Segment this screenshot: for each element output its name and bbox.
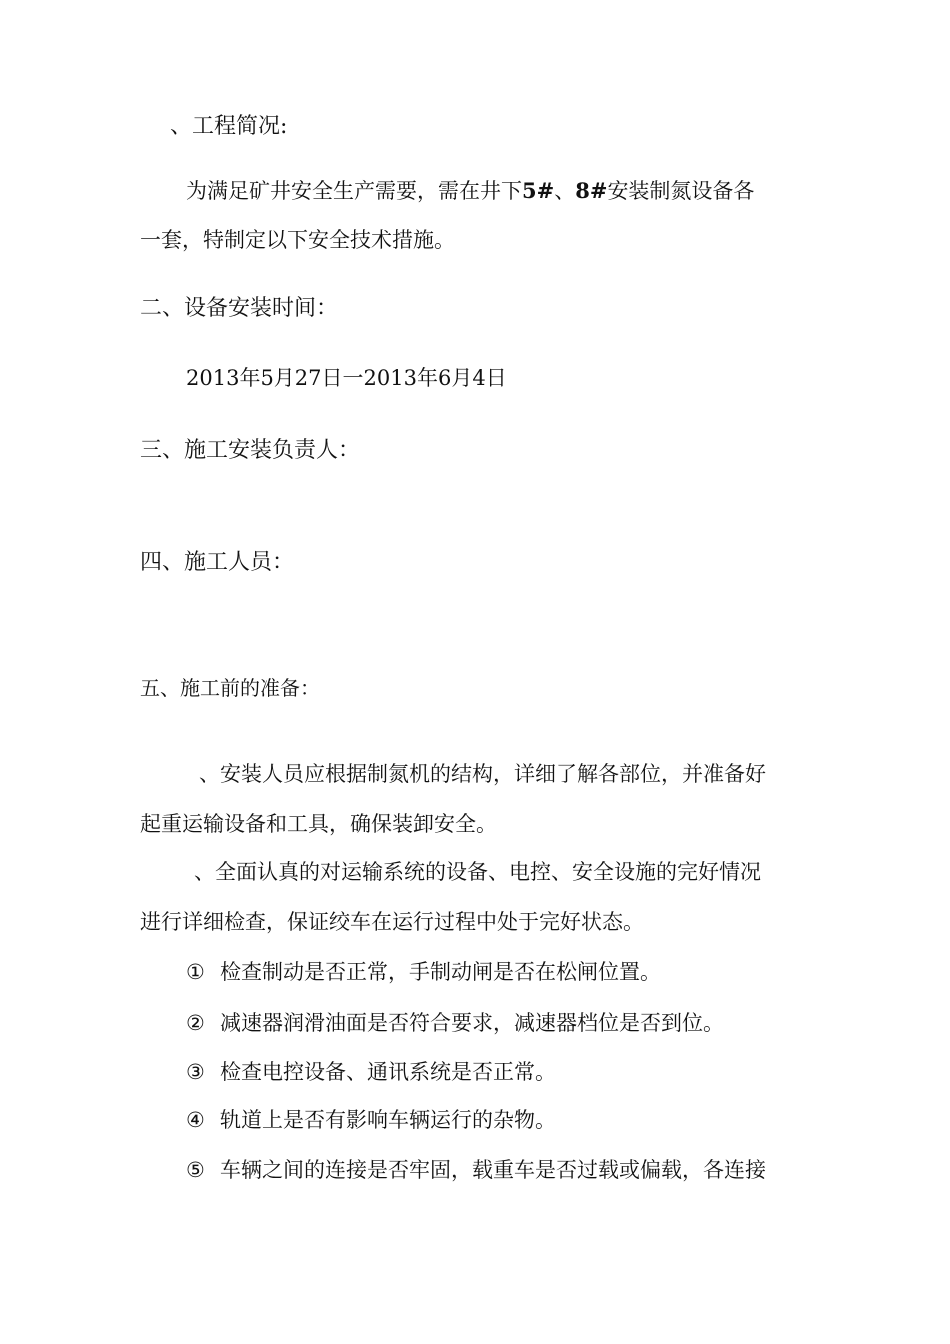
check-text: 检查电控设备、通讯系统是否正常。 [220, 1060, 556, 1084]
section-1-paragraph-line-1 [186, 178, 754, 204]
section-1-paragraph-line-2: 一套，特制定以下安全技术措施。 [140, 228, 455, 252]
prep-item-1-line-1: 、安装人员应根据制氮机的结构，详细了解各部位，并准备好 [199, 762, 766, 786]
check-number: ② [186, 1011, 205, 1035]
check-number: ③ [186, 1060, 205, 1084]
section-1-heading: 、工程简况: [170, 114, 288, 139]
section-2-heading: 二、设备安装时间： [140, 296, 339, 321]
check-number: ⑤ [186, 1158, 205, 1182]
well-number-5: 5# [522, 178, 555, 203]
check-item [186, 1108, 556, 1133]
check-item [186, 1158, 766, 1183]
text-run: 安装制氮设备各 [607, 179, 755, 203]
check-text: 轨道上是否有影响车辆运行的杂物。 [220, 1108, 556, 1132]
section-4-heading: 四、施工人员： [140, 550, 295, 575]
prep-item-2-line-2: 进行详细检查，保证绞车在运行过程中处于完好状态。 [140, 910, 644, 934]
check-text: 检查制动是否正常，手制动闸是否在松闸位置。 [220, 960, 661, 984]
well-number-8: 8# [575, 178, 608, 203]
check-number: ① [186, 960, 205, 984]
check-text: 减速器润滑油面是否符合要求，减速器档位是否到位。 [220, 1011, 724, 1035]
section-3-heading: 三、施工安装负责人： [140, 438, 361, 463]
check-item [186, 960, 661, 985]
prep-item-1-line-2: 起重运输设备和工具，确保装卸安全。 [140, 812, 497, 836]
check-item [186, 1011, 724, 1036]
text-run: 为满足矿井安全生产需要，需在井下 [186, 179, 522, 203]
prep-item-2-line-1: 、全面认真的对运输系统的设备、电控、安全设施的完好情况 [194, 860, 761, 884]
check-text: 车辆之间的连接是否牢固，载重车是否过载或偏载，各连接 [220, 1158, 766, 1182]
check-item [186, 1060, 556, 1085]
check-number: ④ [186, 1108, 205, 1132]
installation-date-range: 2013年5月27日一2013年6月4日 [186, 366, 507, 390]
text-run: 、 [554, 179, 576, 203]
section-5-heading: 五、施工前的准备： [140, 676, 320, 700]
